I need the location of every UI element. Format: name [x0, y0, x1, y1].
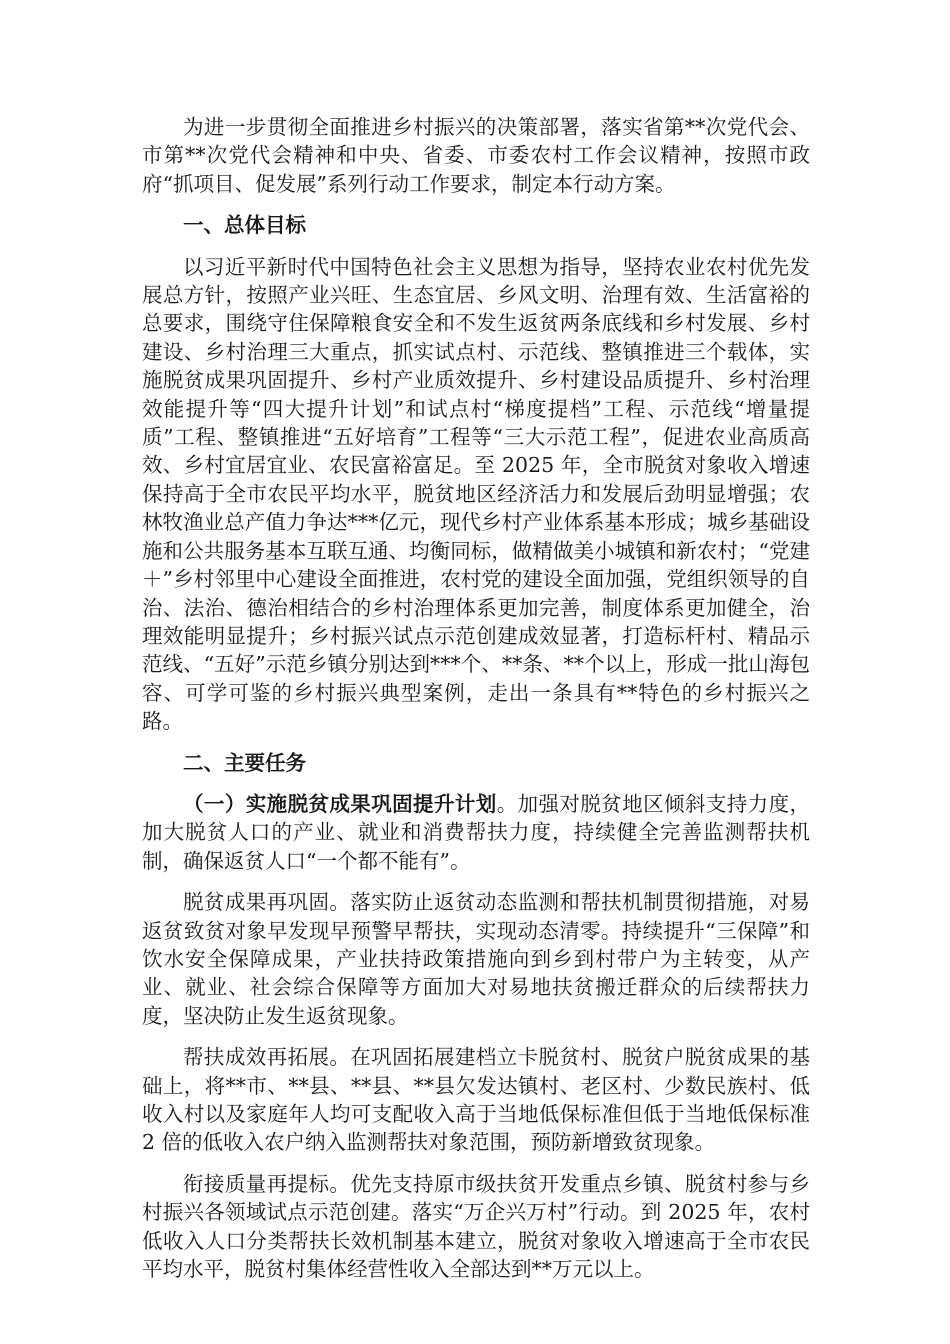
document-page [142, 113, 810, 1283]
consolidate-paragraph: 脱贫成果再巩固。落实防止返贫动态监测和帮扶机制贯彻措施，对易返贫致贫对象早发现早预警早帮扶，实现动态清零。持续提升“三保障”和饮水安全保障成果，产业扶持政策措施向到乡到村带户为主转变，从产业、就业、社会综合保障等方面加大对易地扶贫搬迁群众的后续帮扶力度，坚决防止发生返贫现象。 [142, 890, 810, 1028]
task-1-paragraph [142, 790, 810, 875]
intro-paragraph: 为进一步贯彻全面推进乡村振兴的决策部署，落实省第**次党代会、市第**次党代会精神和中央、省委、市委农村工作会议精神，按照市政府“抓项目、促发展”系列行动工作要求，制定本行动方案。 [142, 115, 810, 196]
overall-goal-paragraph: 以习近平新时代中国特色社会主义思想为指导，坚持农业农村优先发展总方针，按照产业兴旺、生态宜居、乡风文明、治理有效、生活富裕的总要求，围绕守住保障粮食安全和不发生返贫两条底线和乡村发展、乡村建设、乡村治理三大重点，抓实试点村、示范线、整镇推进三个载体，实施脱贫成果巩固提升、乡村产业质效提升、乡村建设品质提升、乡村治理效能提升等“四大提升计划”和试点村“梯度提档”工程、示范线“增量提质”工程、整镇推进“五好培育”工程等“三大示范工程”，促进农业高质高效、乡村宜居宜业、农民富裕富足。至 2025 年，全市脱贫对象收入增速保持高于全市农民平均水平，脱贫地区经济活力和发展后劲明显增强；农林牧渔业总产值力争达***亿元，现代乡村产业体系基本形成；城乡基础设施和公共服务基本互联互通、均衡同标，做精做美小城镇和新农村；“党建＋”乡村邻里中心建设全面推进，农村党的建设全面加强，党组织领导的自治、法治、德治相结合的乡村治理体系更加完善，制度体系更加健全，治理效能明显提升；乡村振兴试点示范创建成效显著，打造标杆村、精品示范线、“五好”示范乡镇分别达到***个、**条、**个以上，形成一批山海包容、可学可鉴的乡村振兴典型案例，走出一条具有**特色的乡村振兴之路。 [142, 254, 810, 734]
expand-paragraph: 帮扶成效再拓展。在巩固拓展建档立卡脱贫村、脱贫户脱贫成果的基础上，将**市、**县、**县、**县欠发达镇村、老区村、少数民族村、低收入村以及家庭年人均可支配收入高于当地低保标准但低于当地低保标准 2 倍的低收入农户纳入监测帮扶对象范围，预防新增致贫现象。 [142, 1045, 810, 1155]
section-heading-overall-goal: 一、总体目标 [183, 213, 306, 238]
task-1-lead: （一）实施脱贫成果巩固提升计划 [183, 791, 497, 816]
task-1-body: 。加强对脱贫地区倾斜支持力度，加大脱贫人口的产业、就业和消费帮扶力度，持续健全完善监测帮扶机制，确保返贫人口“一个都不能有”。 [142, 791, 811, 873]
quality-paragraph: 衔接质量再提标。优先支持原市级扶贫开发重点乡镇、脱贫村参与乡村振兴各领域试点示范创建。落实“万企兴万村”行动。到 2025 年，农村低收入人口分类帮扶长效机制基本建立，脱贫对象收入增速高于全市农民平均水平，脱贫村集体经营性收入全部达到**万元以上。 [142, 1171, 810, 1282]
section-heading-main-tasks: 二、主要任务 [183, 750, 306, 775]
